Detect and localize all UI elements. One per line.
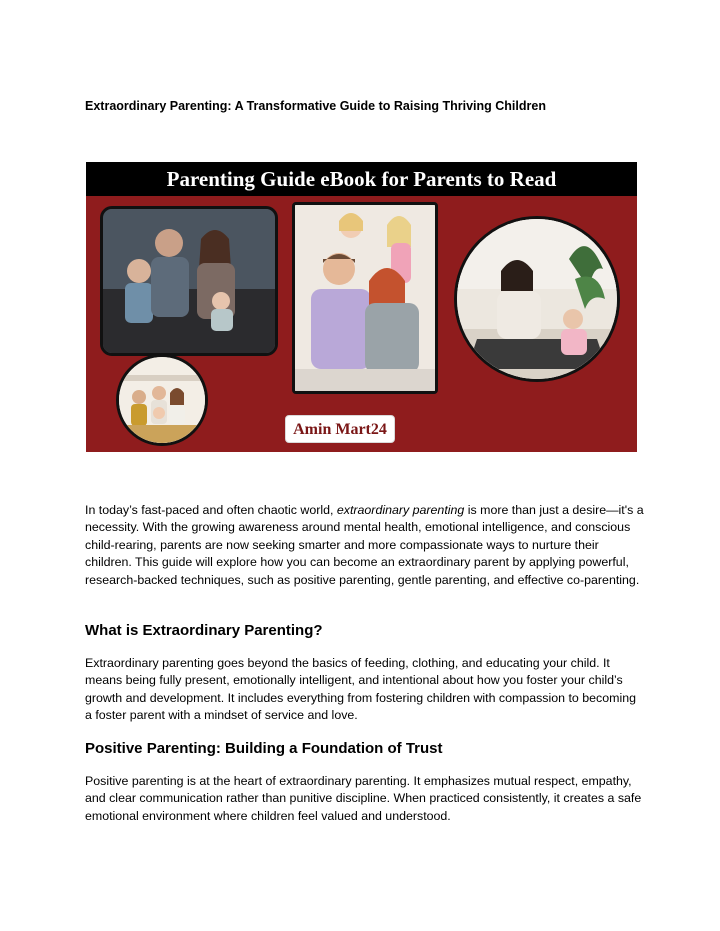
happy-family-photo — [292, 202, 438, 394]
section-text-positive-parenting: Positive parenting is at the heart of extraordinary parenting. It emphasizes mutual respect, empathy, and clear communication rather than punitive discipline. When practiced consistently, it creates a safe emotional environment where children feel valued and understood. — [85, 774, 642, 823]
brand-logo: Amin Mart24 — [285, 415, 395, 443]
intro-emphasis: extraordinary parenting — [336, 503, 465, 517]
family-circle-photo — [116, 354, 208, 446]
section-text-what-is: Extraordinary parenting goes beyond the basics of feeding, clothing, and educating your child. It means being fully present, emotionally intelligent, and intentional about how you foster your child’s growth and development. It includes everything from fostering children with compassion to becoming a foster parent with a mindset of service and love. — [85, 656, 636, 723]
banner-image — [86, 162, 637, 452]
mother-child-photo — [454, 216, 620, 382]
intro-text-start: In today’s fast-paced and often chaotic world, — [85, 503, 337, 517]
banner-headline: Parenting Guide eBook for Parents to Read — [86, 162, 637, 196]
intro-paragraph — [85, 502, 645, 589]
section-heading-positive-parenting: Positive Parenting: Building a Foundation of Trust — [85, 740, 443, 757]
family-couch-photo — [100, 206, 278, 356]
section-heading-what-is: What is Extraordinary Parenting? — [85, 622, 323, 639]
intro-text-end: is more than just a desire—it's a necessity. With the growing awareness around mental health, emotional intelligence, and conscious child-rearing, parents are now seeking smarter and more compassionate ways to nurture their children. This guide will explore how you can become an extraordinary parent by applying powerful, research-backed techniques, such as positive parenting, gentle parenting, and effective co-parenting. — [85, 503, 644, 587]
document-title: Extraordinary Parenting: A Transformative Guide to Raising Thriving Children — [85, 99, 546, 113]
